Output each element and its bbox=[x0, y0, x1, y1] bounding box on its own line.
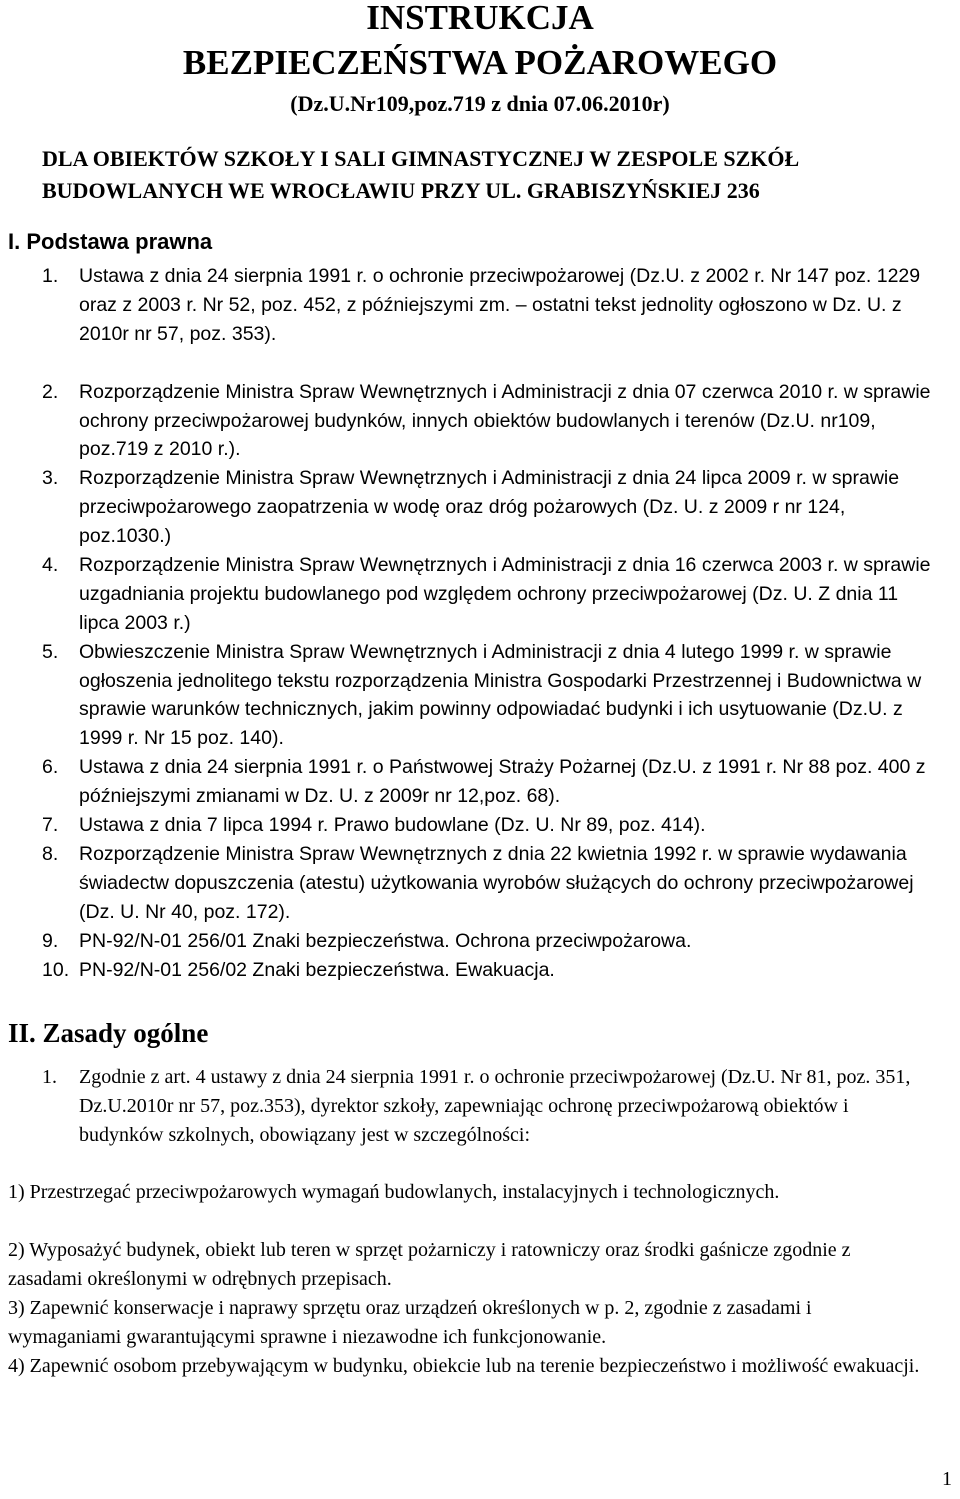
legal-basis-list bbox=[0, 262, 935, 984]
list-item bbox=[0, 753, 935, 811]
obligation-point-1: 1) Przestrzegać przeciwpożarowych wymagań budowlanych, instalacyjnych i technologicznych. bbox=[8, 1181, 780, 1203]
list-item bbox=[0, 378, 935, 465]
building-line-1: DLA OBIEKTÓW SZKOŁY I SALI GIMNASTYCZNEJ W ZESPOLE SZKÓŁ bbox=[42, 146, 800, 171]
title-line-1: INSTRUKCJA bbox=[366, 0, 594, 37]
obligation-point-3: 3) Zapewnić konserwacje i naprawy sprzętu oraz urządzeń określonych w p. 2, zgodnie z zasadami i wymaganiami gwarantującymi sprawne i niezawodne ich funkcjonowanie. bbox=[8, 1297, 812, 1348]
item-number: 8. bbox=[42, 842, 59, 865]
item-number: 6. bbox=[42, 756, 59, 779]
list-item bbox=[0, 638, 935, 754]
list-item bbox=[0, 551, 935, 638]
item-text: PN-92/N-01 256/01 Znaki bezpieczeństwa. Ochrona przeciwpożarowa. bbox=[79, 929, 692, 952]
title-line-2: BEZPIECZEŃSTWA POŻAROWEGO bbox=[182, 43, 778, 82]
page-number: 1 bbox=[942, 1468, 952, 1490]
item-text: Ustawa z dnia 24 sierpnia 1991 r. o ochronie przeciwpożarowej (Dz.U. z 2002 r. Nr 147 poz. 1229 oraz z 2003 r. Nr 52, poz. 452, z późniejszymi zm. – ostatni tekst jednolity ogłoszono w Dz. U. z 2010r nr 57, poz. 353). bbox=[79, 265, 921, 345]
item-number: 5. bbox=[42, 640, 59, 663]
section-2-item-1 bbox=[0, 1063, 935, 1150]
regulation-reference: (Dz.U.Nr109,poz.719 z dnia 07.06.2010r) bbox=[290, 91, 670, 116]
list-item bbox=[0, 840, 935, 927]
building-line-2: BUDOWLANYCH WE WROCŁAWIU PRZY UL. GRABISZYŃSKIEJ 236 bbox=[42, 178, 760, 203]
item-number: 7. bbox=[42, 814, 59, 837]
list-item bbox=[0, 811, 935, 840]
item-text: PN-92/N-01 256/02 Znaki bezpieczeństwa. Ewakuacja. bbox=[79, 958, 555, 981]
item-number: 9. bbox=[42, 929, 59, 952]
item-text: Ustawa z dnia 7 lipca 1994 r. Prawo budowlane (Dz. U. Nr 89, poz. 414). bbox=[79, 814, 706, 837]
list-item bbox=[0, 956, 935, 985]
item-text: Rozporządzenie Ministra Spraw Wewnętrznych z dnia 22 kwietnia 1992 r. w sprawie wydawania świadectw dopuszczenia (atestu) użytkowania wyrobów służących do ochrony przeciwpożarowej (Dz. U. Nr 40, poz. 172). bbox=[79, 842, 914, 923]
item-number: 3. bbox=[42, 467, 59, 490]
obligation-point-2: 2) Wyposażyć budynek, obiekt lub teren w sprzęt pożarniczy i ratowniczy oraz środki gaśnicze zgodnie z zasadami określonymi w odrębnych przepisach. bbox=[8, 1239, 851, 1290]
item-text: Zgodnie z art. 4 ustawy z dnia 24 sierpnia 1991 r. o ochronie przeciwpożarowej (Dz.U. Nr 81, poz. 351, Dz.U.2010r nr 57, poz.353), dyrektor szkoły, zapewniając ochronę przeciwpożarową obiektów i budynków szkolnych, obowiązany jest w szczególności: bbox=[79, 1066, 911, 1146]
item-number: 1. bbox=[42, 1066, 57, 1088]
section-2-heading: II. Zasady ogólne bbox=[8, 1018, 209, 1048]
item-text: Rozporządzenie Ministra Spraw Wewnętrznych i Administracji z dnia 24 lipca 2009 r. w sprawie przeciwpożarowego zaopatrzenia w wodę oraz dróg pożarowych (Dz. U. z 2009 r nr 124, poz.1030.) bbox=[79, 467, 900, 548]
item-number: 1. bbox=[42, 265, 59, 287]
item-text: Obwieszczenie Ministra Spraw Wewnętrznych i Administracji z dnia 4 lutego 1999 r. w sprawie ogłoszenia jednolitego tekstu rozporządzenia Ministra Gospodarki Przestrzennej i Budownictwa w sprawie warunków technicznych, jakim powinny odpowiadać budynki i ich usytuowanie (Dz.U. z 1999 r. Nr 15 poz. 140). bbox=[79, 640, 922, 750]
section-1-heading: I. Podstawa prawna bbox=[8, 229, 213, 254]
item-text: Ustawa z dnia 24 sierpnia 1991 r. o Państwowej Straży Pożarnej (Dz.U. z 1991 r. Nr 88 poz. 400 z późniejszymi zmianami w Dz. U. z 2009r nr 12,poz. 68). bbox=[79, 756, 926, 808]
list-item bbox=[0, 262, 935, 378]
list-item bbox=[0, 464, 935, 551]
item-number: 2. bbox=[42, 380, 59, 403]
item-text: Rozporządzenie Ministra Spraw Wewnętrznych i Administracji z dnia 07 czerwca 2010 r. w sprawie ochrony przeciwpożarowej budynków, innych obiektów budowlanych i terenów (Dz.U. nr109, poz.719 z 2010 r.). bbox=[79, 380, 931, 461]
item-number: 10. bbox=[42, 958, 70, 981]
list-item bbox=[0, 927, 935, 956]
obligation-point-4: 4) Zapewnić osobom przebywającym w budynku, obiekcie lub na terenie bezpieczeństwo i możliwość ewakuacji. bbox=[8, 1355, 920, 1377]
item-number: 4. bbox=[42, 553, 59, 576]
item-text: Rozporządzenie Ministra Spraw Wewnętrznych i Administracji z dnia 16 czerwca 2003 r. w sprawie uzgadniania projektu budowlanego pod względem ochrony przeciwpożarowej (Dz. U. Z dnia 11 lipca 2003 r.) bbox=[79, 553, 931, 634]
